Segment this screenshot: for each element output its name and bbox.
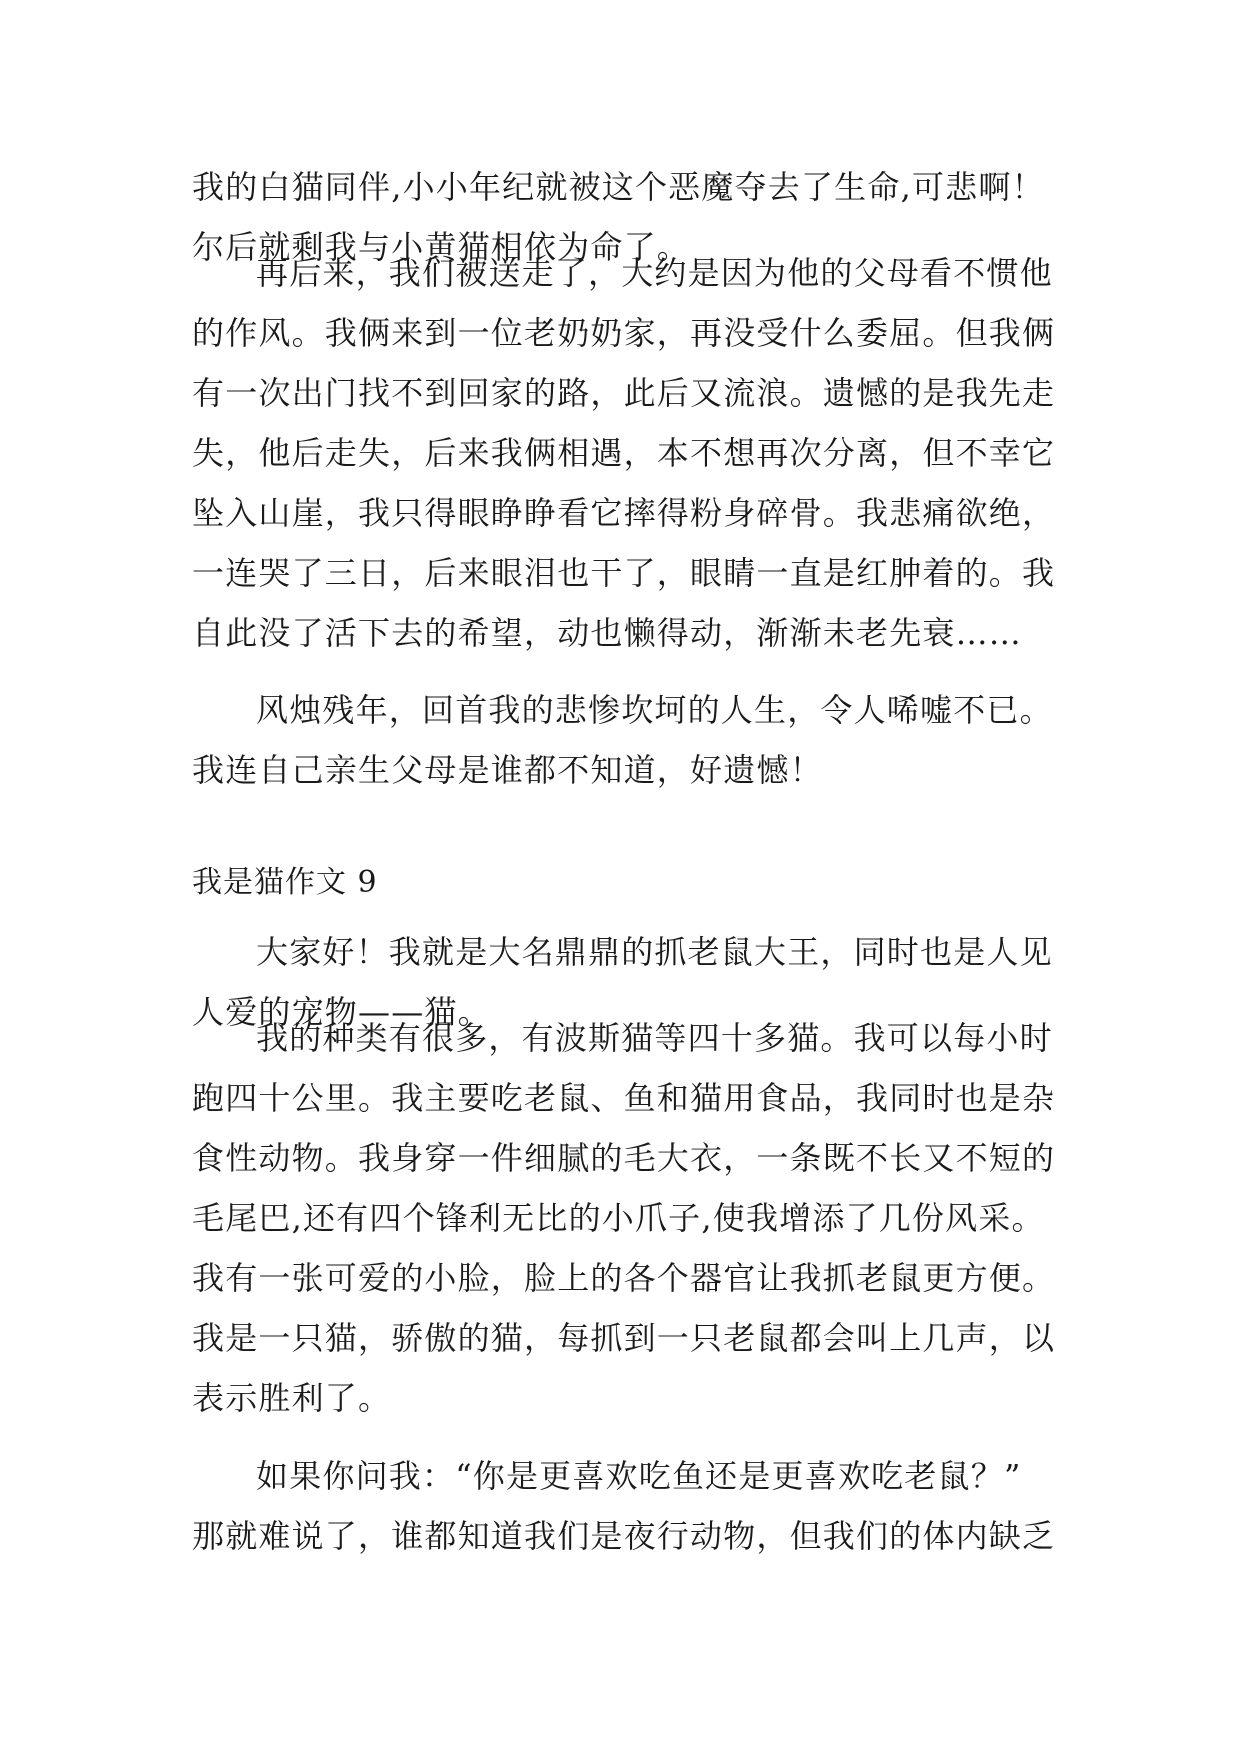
paragraph xyxy=(192,243,1072,663)
paragraph xyxy=(192,1446,1072,1566)
text-line: 我的种类有很多，有波斯猫等四十多猫。我可以每小时 xyxy=(256,1019,1053,1057)
text-line: 风烛残年，回首我的悲惨坎坷的人生，令人唏嘘不已。 xyxy=(256,691,1053,729)
text-line: 我有一张可爱的小脸，脸上的各个器官让我抓老鼠更方便。 xyxy=(192,1259,1056,1297)
text-line: 跑四十公里。我主要吃老鼠、鱼和猫用食品，我同时也是杂 xyxy=(192,1079,1056,1117)
text-line: 表示胜利了。 xyxy=(192,1379,392,1417)
section-title-block xyxy=(192,853,1072,913)
text-line: 坠入山崖，我只得眼睁睁看它摔得粉身碎骨。我悲痛欲绝， xyxy=(192,494,1056,532)
text-line: 我连自己亲生父母是谁都不知道，好遗憾！ xyxy=(192,751,823,789)
paragraph xyxy=(192,1008,1072,1428)
text-line: 再后来，我们被送走了，大约是因为他的父母看不惯他 xyxy=(256,254,1053,292)
text-line: 食性动物。我身穿一件细腻的毛大衣，一条既不长又不短的 xyxy=(192,1139,1056,1177)
text-line: 的作风。我俩来到一位老奶奶家，再没受什么委屈。但我俩 xyxy=(192,314,1056,352)
text-line: 有一次出门找不到回家的路，此后又流浪。遗憾的是我先走 xyxy=(192,374,1056,412)
text-line: 尔后就剩我与小黄猫相依为命了。 xyxy=(192,228,691,266)
section-title: 我是猫作文 9 xyxy=(192,865,378,900)
text-line: 毛尾巴,还有四个锋利无比的小爪子,使我增添了几份风采。 xyxy=(192,1199,1045,1237)
text-line: 我的白猫同伴,小小年纪就被这个恶魔夺去了生命,可悲啊！ xyxy=(192,168,1045,206)
text-line: 一连哭了三日，后来眼泪也干了，眼睛一直是红肿着的。我 xyxy=(192,554,1056,592)
paragraph xyxy=(192,680,1072,800)
text-line: 人爱的宠物——猫。 xyxy=(192,993,491,1031)
text-line: 我是一只猫，骄傲的猫，每抓到一只老鼠都会叫上几声，以 xyxy=(192,1319,1056,1357)
text-line: 那就难说了，谁都知道我们是夜行动物，但我们的体内缺乏 xyxy=(192,1517,1056,1555)
text-line: 自此没了活下去的希望，动也懒得动，渐渐未老先衰…… xyxy=(192,614,1023,652)
text-line: 如果你问我：“你是更喜欢吃鱼还是更喜欢吃老鼠？” xyxy=(256,1457,1022,1495)
text-line: 失，他后走失，后来我俩相遇，本不想再次分离，但不幸它 xyxy=(192,434,1056,472)
text-line: 大家好！我就是大名鼎鼎的抓老鼠大王，同时也是人见 xyxy=(256,933,1053,971)
